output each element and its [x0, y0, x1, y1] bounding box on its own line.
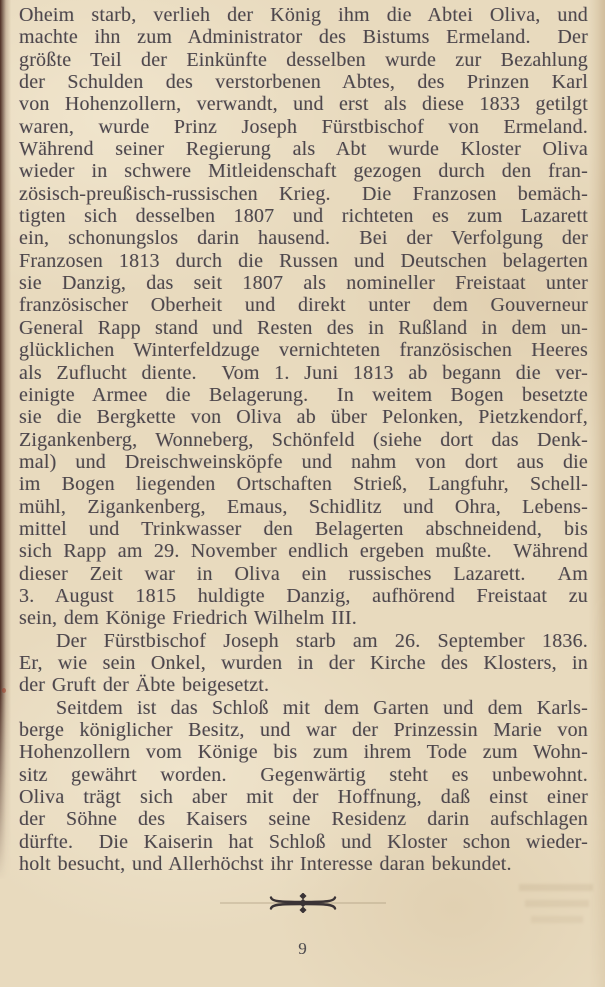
- text-line: sitz gewährt worden. Gegenwärtig steht es unbewohnt.: [19, 763, 588, 786]
- text-line: sie Danzig, das seit 1807 als nomineller Freistaat unter: [19, 272, 588, 295]
- text-line: waren, wurde Prinz Joseph Fürstbischof von Ermeland.: [19, 115, 588, 138]
- text-line: berge königlicher Besitz, und war der Prinzessin Marie von: [19, 719, 588, 741]
- text-line: größte Teil der Einkünfte desselben wurde zur Bezahlung: [19, 48, 588, 71]
- text-line: wieder in schwere Mitleidenschaft gezogen durch den fran-: [19, 160, 588, 183]
- text-line: 3. August 1815 huldigte Danzig, aufhörend Freistaat zu: [19, 584, 588, 607]
- text-line: General Rapp stand und Resten des in Rußland in dem un-: [19, 316, 588, 339]
- text-line: mittel und Trinkwasser den Belagerten abschneidend, bis: [19, 517, 588, 540]
- paragraph: [19, 697, 588, 876]
- text-line: der Söhne des Kaisers seine Residenz darin aufschlagen: [19, 808, 588, 831]
- text-line: Seitdem ist das Schloß mit dem Garten und dem Karls-: [56, 696, 588, 719]
- text-line: machte ihn zum Administrator des Bistums Ermeland. Der: [19, 26, 588, 49]
- paper-speck: [2, 688, 6, 693]
- text-line: mal) und Dreischweinsköpfe und nahm von dort aus die: [19, 450, 588, 473]
- text-line: im Bogen liegenden Ortschaften Strieß, Langfuhr, Schell-: [19, 473, 588, 496]
- text-line: Während seiner Regierung als Abt wurde Kloster Oliva: [19, 138, 588, 161]
- text-line: glücklichen Winterfeldzuge vernichteten französischen Heeres: [19, 339, 588, 362]
- text-line: mühl, Zigankenberg, Emaus, Schidlitz und Ohra, Lebens-: [19, 495, 588, 518]
- text-line: sie die Bergkette von Oliva ab über Pelonken, Pietzkendorf,: [19, 406, 588, 429]
- page-left-edge-shadow: [0, 0, 11, 880]
- paragraph: [19, 630, 588, 697]
- page-text: [19, 4, 588, 875]
- text-line: einigte Armee die Belagerung. In weitem Bogen besetzte: [19, 383, 588, 406]
- text-line: sich Rapp am 29. November endlich ergeben mußte. Während: [19, 540, 588, 563]
- text-line: der Schulden des verstorbenen Abtes, des Prinzen Karl: [19, 71, 588, 94]
- text-line: Franzosen 1813 durch die Russen und Deutschen belagerten: [19, 249, 588, 272]
- text-line: ein, schonungslos darin hausend. Bei der Verfolgung der: [19, 227, 588, 250]
- text-line: von Hohenzollern, verwandt, und erst als diese 1833 getilgt: [19, 93, 588, 116]
- reverse-page-showthrough: [519, 880, 599, 936]
- text-line: zösisch-preußisch-russischen Krieg. Die Franzosen bemäch-: [19, 182, 588, 205]
- text-line: Zigankenberg, Wonneberg, Schönfeld (siehe dort das Denk-: [19, 428, 588, 451]
- text-line: Oliva trägt sich aber mit der Hoffnung, daß einst einer: [19, 786, 588, 809]
- text-line: holt besucht, und Allerhöchst ihr Interesse daran bekundet.: [19, 853, 512, 876]
- text-line: der Gruft der Äbte beigesetzt.: [19, 674, 270, 697]
- text-line: sein, dem Könige Friedrich Wilhelm III.: [19, 607, 357, 630]
- paragraph: [19, 4, 588, 630]
- text-line: als Zuflucht diente. Vom 1. Juni 1813 ab begann die ver-: [19, 361, 588, 384]
- text-line: Hohenzollern vom Könige bis zum ihrem Tode zum Wohn-: [19, 741, 588, 764]
- text-line: Oheim starb, verlieh der König ihm die Abtei Oliva, und: [19, 4, 588, 26]
- text-line: tigten sich desselben 1807 und richteten es zum Lazarett: [19, 205, 588, 228]
- text-line: Er, wie sein Onkel, wurden in der Kirche des Klosters, in: [19, 651, 588, 674]
- text-line: dieser Zeit war in Oliva ein russisches Lazarett. Am: [19, 562, 588, 585]
- text-line: Der Fürstbischof Joseph starb am 26. September 1836.: [56, 629, 588, 652]
- text-line: dürfte. Die Kaiserin hat Schloß und Kloster schon wieder-: [19, 830, 588, 853]
- text-line: französischer Oberheit und direkt unter dem Gouverneur: [19, 294, 588, 317]
- page-number: 9: [298, 939, 307, 958]
- section-divider-ornament-icon: [218, 893, 388, 913]
- page-right-edge-shadow: [589, 0, 605, 987]
